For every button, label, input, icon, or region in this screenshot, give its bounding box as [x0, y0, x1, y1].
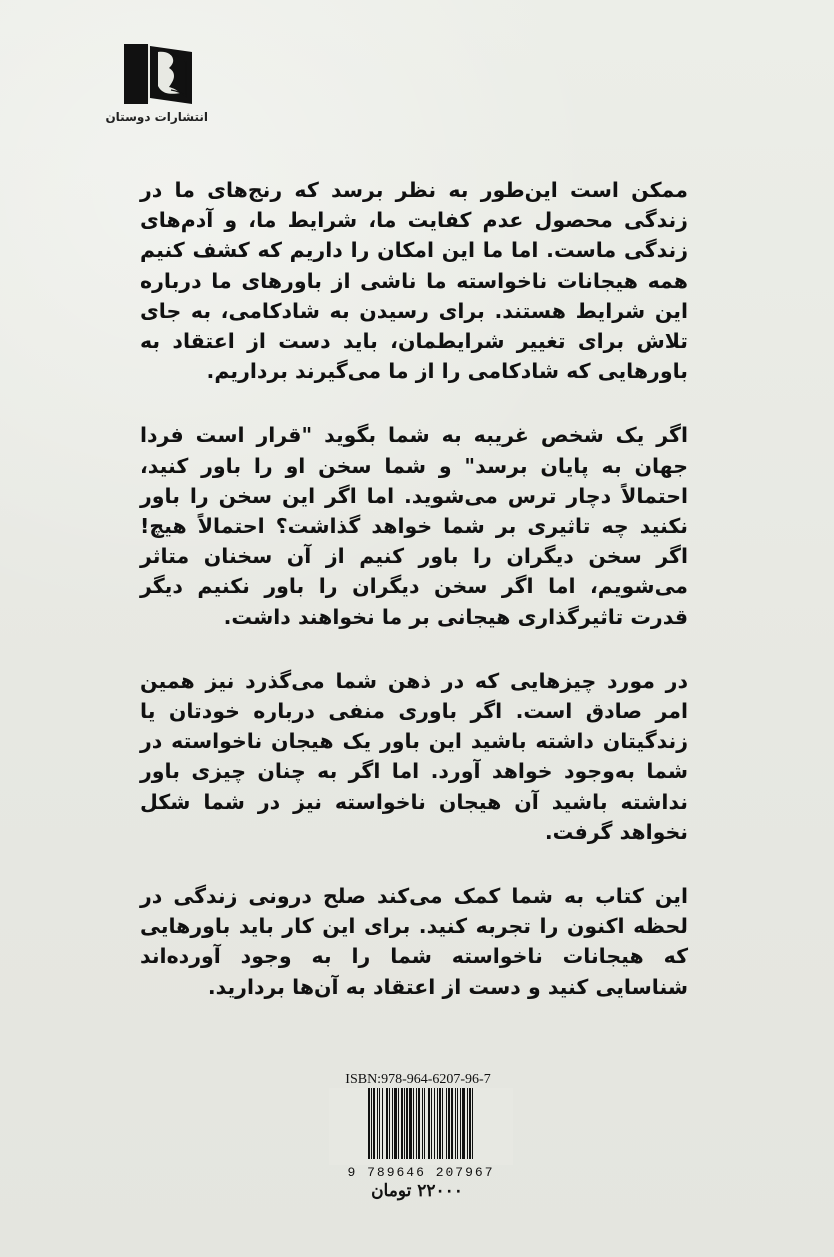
paragraph-1: ممکن است این‌طور به نظر برسد که رنج‌های ما در زندگی محصول عدم کفایت ما، شرایط ما، و آدم‌های زندگی ماست. اما ما این امکان را داریم که کشف کنیم همه هیجانات ناخواسته ما ناشی از باورهای ما درباره این شرایط هستند. برای رسیدن به شادکامی، به جای تلاش برای تغییر شرایطمان، باید دست از اعتقاد به باورهایی که شادکامی را از ما می‌گیرند برداریم.	[140, 178, 688, 384]
publisher-name: انتشارات دوستان	[105, 110, 208, 124]
isbn-label: ISBN:978-964-6207-96-7	[345, 1072, 491, 1087]
barcode	[329, 1088, 513, 1180]
barcode-bars	[329, 1088, 513, 1159]
blurb-text	[140, 175, 688, 1002]
paragraph-2: اگر یک شخص غریبه به شما بگوید "قرار است فردا جهان به پایان برسد" و شما سخن او را باور کنید، احتمالاً دچار ترس می‌شوید. اما اگر این سخن را باور نکنید چه تاثیری بر شما خواهد گذاشت؟ احتمالاً هیچ! اگر سخن دیگران را باور کنیم از آن سخنان متاثر می‌شویم، اما اگر سخن دیگران را باور نکنیم دیگر قدرت تاثیرگذاری هیجانی بر ما نخواهند داشت.	[140, 423, 688, 629]
barcode-space	[473, 1088, 475, 1159]
barcode-block	[317, 1072, 515, 1180]
paragraph-4: این کتاب به شما کمک می‌کند صلح درونی زندگی در لحظه اکنون را تجربه کنید. برای این کار باید باورهایی که هیجانات ناخواسته شما را به وجود آورده‌اند شناسایی کنید و دست از اعتقاد به آن‌ها بردارید.	[140, 884, 688, 999]
price-label: ۲۲۰۰۰ تومان	[371, 1181, 463, 1201]
publisher-block	[105, 42, 208, 142]
paragraph-3: در مورد چیزهایی که در ذهن شما می‌گذرد نیز همین امر صادق است. اگر باوری منفی درباره خودتان یا زندگیتان داشته باشید این باور یک هیجان ناخواسته در شما به‌وجود خواهد آورد. اما اگر به چنان چیزی باور نداشته باشید آن هیجان ناخواسته نیز در شما شکل نخواهد گرفت.	[140, 668, 688, 844]
book-face-logo-icon	[122, 42, 194, 106]
barcode-digits: 9 789646 207967	[347, 1165, 495, 1180]
